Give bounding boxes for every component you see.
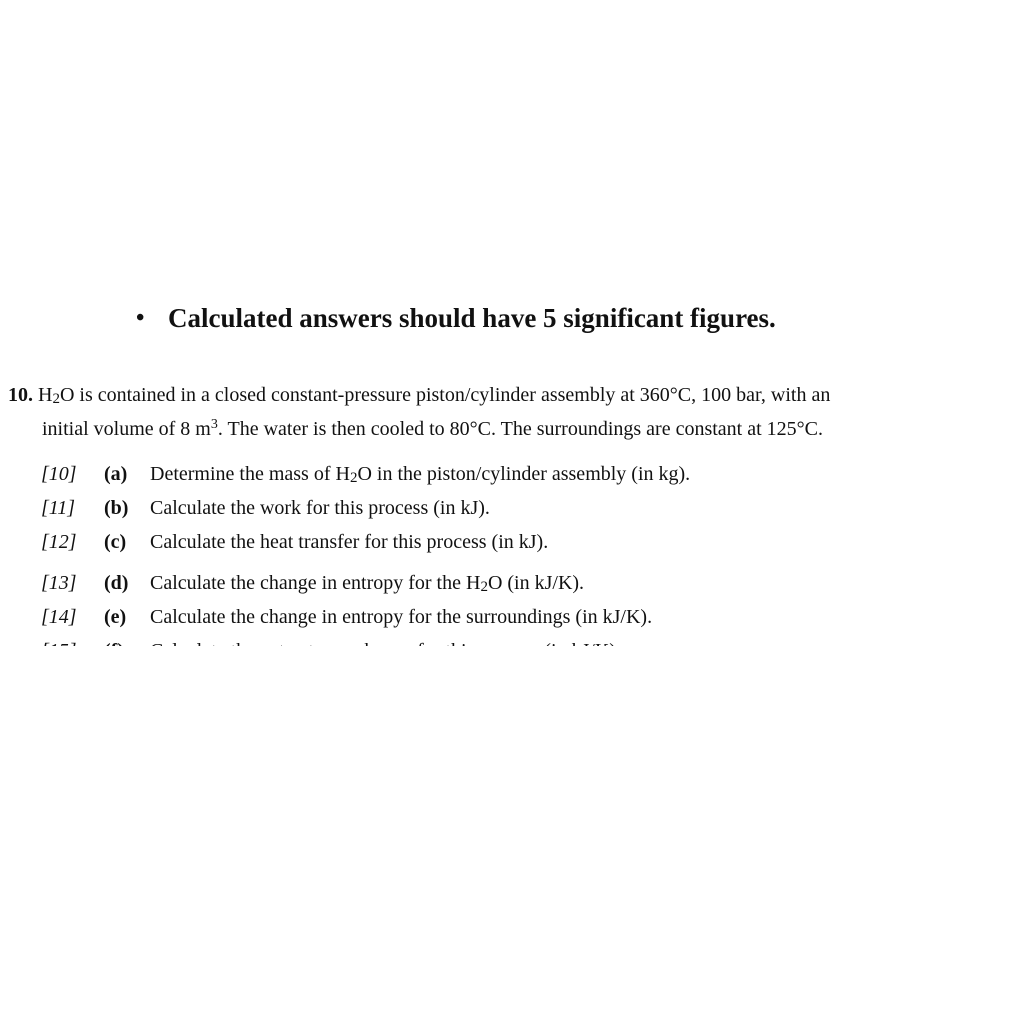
part-text (150, 457, 690, 491)
problem-text: . The water is then cooled to 80°C. The surroundings are constant at 125°C. (217, 418, 824, 440)
part-text: Calculate the heat transfer for this process (in kJ). (150, 531, 549, 553)
part-text-b: O in the piston/cylinder assembly (in kg). (357, 463, 691, 485)
problem-number: 10. (8, 384, 33, 406)
points-label: [13] (41, 572, 77, 594)
subscript: 2 (52, 391, 60, 407)
cropped-area (0, 646, 1024, 1024)
part-text-a: Determine the mass of H (150, 463, 350, 485)
points-label: [12] (41, 531, 77, 553)
part-letter: (d) (104, 572, 129, 594)
part-text: Calculate the work for this process (in kJ). (150, 497, 490, 519)
problem-text: initial volume of 8 m (42, 418, 211, 440)
problem-statement (8, 378, 1008, 446)
part-text: Calculate the change in entropy for the surroundings (in kJ/K). (150, 606, 653, 628)
problem-line-2 (8, 412, 1008, 446)
subscript: 2 (480, 579, 488, 595)
problem-line-1 (8, 378, 1008, 412)
points-label: [11] (41, 497, 76, 519)
problem-text: O is contained in a closed constant-pressure piston/cylinder assembly at 360°C, 100 bar, with an (59, 384, 831, 406)
subscript: 2 (349, 470, 358, 486)
part-letter: (a) (104, 463, 128, 485)
superscript: 3 (210, 417, 218, 432)
part-letter: (e) (104, 606, 127, 628)
part-letter: (c) (104, 531, 127, 553)
part-text-a: Calculate the change in entropy for the H (150, 572, 481, 594)
part-text-b: O (in kJ/K). (487, 572, 585, 594)
significant-figures-note (136, 300, 776, 336)
part-text (150, 566, 584, 600)
points-label: [14] (41, 606, 77, 628)
part-letter: (b) (104, 497, 129, 519)
problem-text: H (33, 384, 53, 406)
bullet-icon: • (136, 305, 145, 331)
note-text: Calculated answers should have 5 significant figures. (168, 303, 776, 333)
points-label: [10] (41, 463, 77, 485)
